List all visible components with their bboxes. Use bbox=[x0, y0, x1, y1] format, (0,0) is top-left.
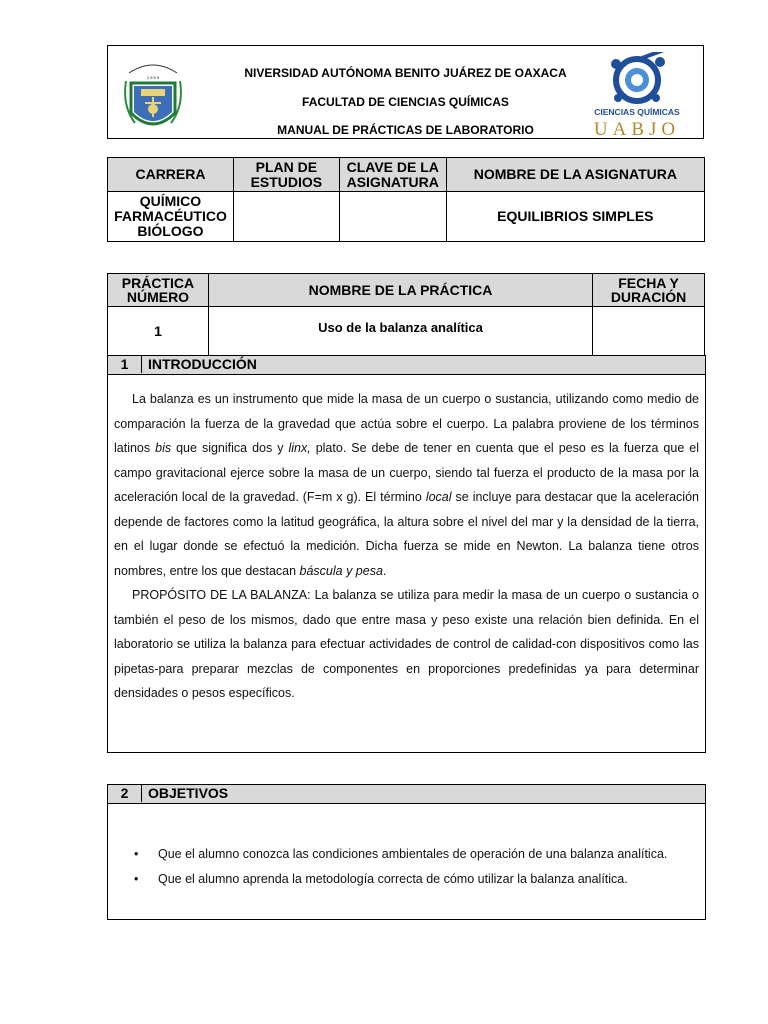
university-name: NIVERSIDAD AUTÓNOMA BENITO JUÁREZ DE OAXACA bbox=[244, 66, 567, 80]
study-plan-header: PLAN DE ESTUDIOS bbox=[233, 158, 339, 192]
introduction-heading bbox=[108, 356, 705, 375]
introduction-paragraph-1: La balanza es un instrumento que mide la masa de un cuerpo o sustancia, utilizando como medio de comparación la fuerza de la gravedad que actúa sobre el cuerpo. La palabra proviene de los términos latinos bis que significa dos y linx, plato. Se debe de tener en cuenta que el peso es la fuerza que el campo gravitacional ejerce sobre la masa de un cuerpo, siendo tal fuerza el producto de la masa por la aceleración local de la gravedad. (F=m x g). El término local se incluye para destacar que la aceleración depende de factores como la latitud geográfica, la altura sobre el nivel del mar y la densidad de la tierra, en el lugar donde se efectuó la medición. Dicha fuerza se mide en Newton. La balanza tiene otros nombres, entre los que destacan báscula y pesa. bbox=[114, 392, 699, 578]
subject-code-header: CLAVE DE LA ASIGNATURA bbox=[339, 158, 446, 192]
subject-name-value: EQUILIBRIOS SIMPLES bbox=[446, 192, 704, 242]
section-number: 1 bbox=[108, 356, 142, 373]
objective-item: • Que el alumno conozca las condiciones ambientales de operación de una balanza analítica. bbox=[158, 842, 699, 867]
section-title: OBJETIVOS bbox=[148, 785, 229, 801]
date-duration-value bbox=[593, 307, 705, 356]
practice-name-header: NOMBRE DE LA PRÁCTICA bbox=[208, 274, 592, 307]
svg-text:UABJO: UABJO bbox=[593, 119, 681, 137]
practice-name-value: Uso de la balanza analítica bbox=[208, 307, 592, 356]
introduction-section bbox=[107, 355, 706, 753]
objectives-list bbox=[108, 804, 705, 891]
section-title: INTRODUCCIÓN bbox=[148, 356, 257, 372]
faculty-name: FACULTAD DE CIENCIAS QUÍMICAS bbox=[302, 95, 509, 109]
practice-number-header: PRÁCTICA NÚMERO bbox=[108, 274, 209, 307]
career-value: QUÍMICO FARMACÉUTICO BIÓLOGO bbox=[108, 192, 234, 242]
objective-item: • Que el alumno aprenda la metodología correcta de cómo utilizar la balanza analítica. bbox=[158, 867, 699, 892]
ciencias-quimicas-logo bbox=[590, 52, 685, 137]
section-number: 2 bbox=[108, 785, 142, 802]
objectives-section bbox=[107, 784, 706, 920]
career-header: CARRERA bbox=[108, 158, 234, 192]
subject-code-value bbox=[339, 192, 446, 242]
objectives-heading bbox=[108, 785, 705, 804]
career-table bbox=[107, 157, 705, 242]
practice-table bbox=[107, 273, 705, 356]
study-plan-value bbox=[233, 192, 339, 242]
practice-number-value: 1 bbox=[108, 307, 209, 356]
subject-name-header: NOMBRE DE LA ASIGNATURA bbox=[446, 158, 704, 192]
svg-text:CIENCIAS QUÍMICAS: CIENCIAS QUÍMICAS bbox=[594, 107, 680, 117]
svg-text:1 9 5 5: 1 9 5 5 bbox=[146, 75, 160, 80]
manual-title: MANUAL DE PRÁCTICAS DE LABORATORIO bbox=[277, 123, 534, 137]
introduction-paragraph-2: PROPÓSITO DE LA BALANZA: La balanza se utiliza para medir la masa de un cuerpo o sustancia o también el peso de los mismos, dado que entre masa y peso existe una relación bien definida. En el laboratorio se utiliza la balanza para efectuar actividades de control de calidad-con dispositivos como las pipetas-para preparar mezclas de componentes en proporciones predefinidas ya para determinar densidades o pesos específicos. bbox=[114, 588, 699, 700]
document-header bbox=[107, 45, 704, 139]
date-duration-header: FECHA Y DURACIÓN bbox=[593, 274, 705, 307]
